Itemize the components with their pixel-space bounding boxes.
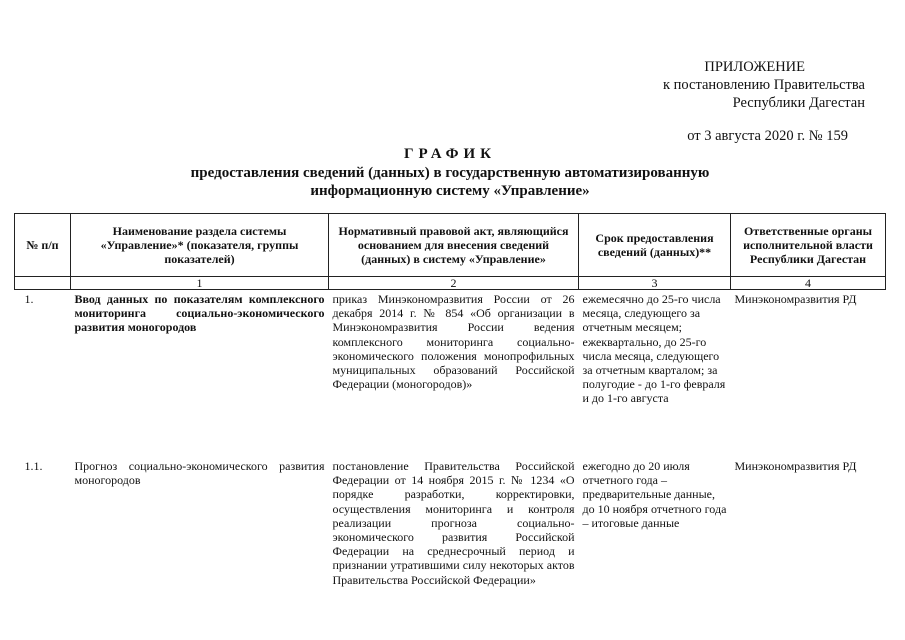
column-number: 3 [579, 277, 731, 290]
title-sub-line-1: предоставления сведений (данных) в государственную автоматизированную [190, 165, 710, 181]
header-section-name: Наименование раздела системы «Управление»* (показателя, группы показателей) [71, 214, 329, 277]
resolution-date: от 3 августа 2020 г. № 159 [687, 128, 848, 144]
table-header-row [15, 214, 886, 277]
row-legal-act: приказ Минэкономразвития России от 26 декабря 2014 г. № 854 «Об организации в Минэкономразвития России ведения комплексного мониторинга социально-экономического положения монопрофильных муниципальных образований Российской Федерации (моногородов)» [332, 292, 575, 392]
row-deadline: ежегодно до 20 июля отчетного года – предварительные данные, до 10 ноября отчетного года – итоговые данные [582, 459, 727, 530]
row-responsible: Минэкономразвития РД [734, 459, 857, 473]
row-section-name: Прогноз социально-экономического развития моногородов [74, 459, 325, 488]
column-number [15, 277, 71, 290]
appendix-title: ПРИЛОЖЕНИЕ [704, 59, 805, 75]
header-deadline: Срок предоставления сведений (данных)** [579, 214, 731, 277]
title-main: ГРАФИК [403, 146, 497, 162]
title-sub-line-2: информационную систему «Управление» [310, 183, 590, 199]
document-title [150, 145, 750, 200]
header-num: № п/п [15, 214, 71, 277]
column-number: 2 [329, 277, 579, 290]
appendix-line-3: Республики Дагестан [732, 95, 865, 111]
header-responsible: Ответственные органы исполнительной власти Республики Дагестан [731, 214, 886, 277]
appendix-block [600, 58, 865, 112]
appendix-line-2: к постановлению Правительства [663, 77, 865, 93]
table-row [15, 290, 886, 454]
row-number: 1. [24, 292, 34, 306]
column-number: 1 [71, 277, 329, 290]
row-deadline: ежемесячно до 25-го числа месяца, следующего за отчетным месяцем; ежеквартально, до 25-го числа месяца, следующего за отчетным кварталом; за полугодие - до 1-го февраля и до 1-го августа [582, 292, 726, 406]
schedule-table [14, 213, 886, 588]
column-number: 4 [731, 277, 886, 290]
row-number: 1.1. [24, 459, 43, 473]
row-legal-act: постановление Правительства Российской Федерации от 14 ноября 2015 г. № 1234 «О порядке разработки, корректировки, осуществления мониторинга и контроля реализации прогноза социально-экономического развития Российской Федерации на среднесрочный период и признании утратившими силу некоторых актов Правительства Российской Федерации» [332, 459, 575, 587]
column-number-row [15, 277, 886, 290]
table-row [15, 453, 886, 588]
row-responsible: Минэкономразвития РД [734, 292, 857, 306]
row-section-name: Ввод данных по показателям комплексного мониторинга социально-экономического развития моногородов [74, 292, 325, 335]
header-legal-act: Нормативный правовой акт, являющийся основанием для внесения сведений (данных) в систему «Управление» [329, 214, 579, 277]
